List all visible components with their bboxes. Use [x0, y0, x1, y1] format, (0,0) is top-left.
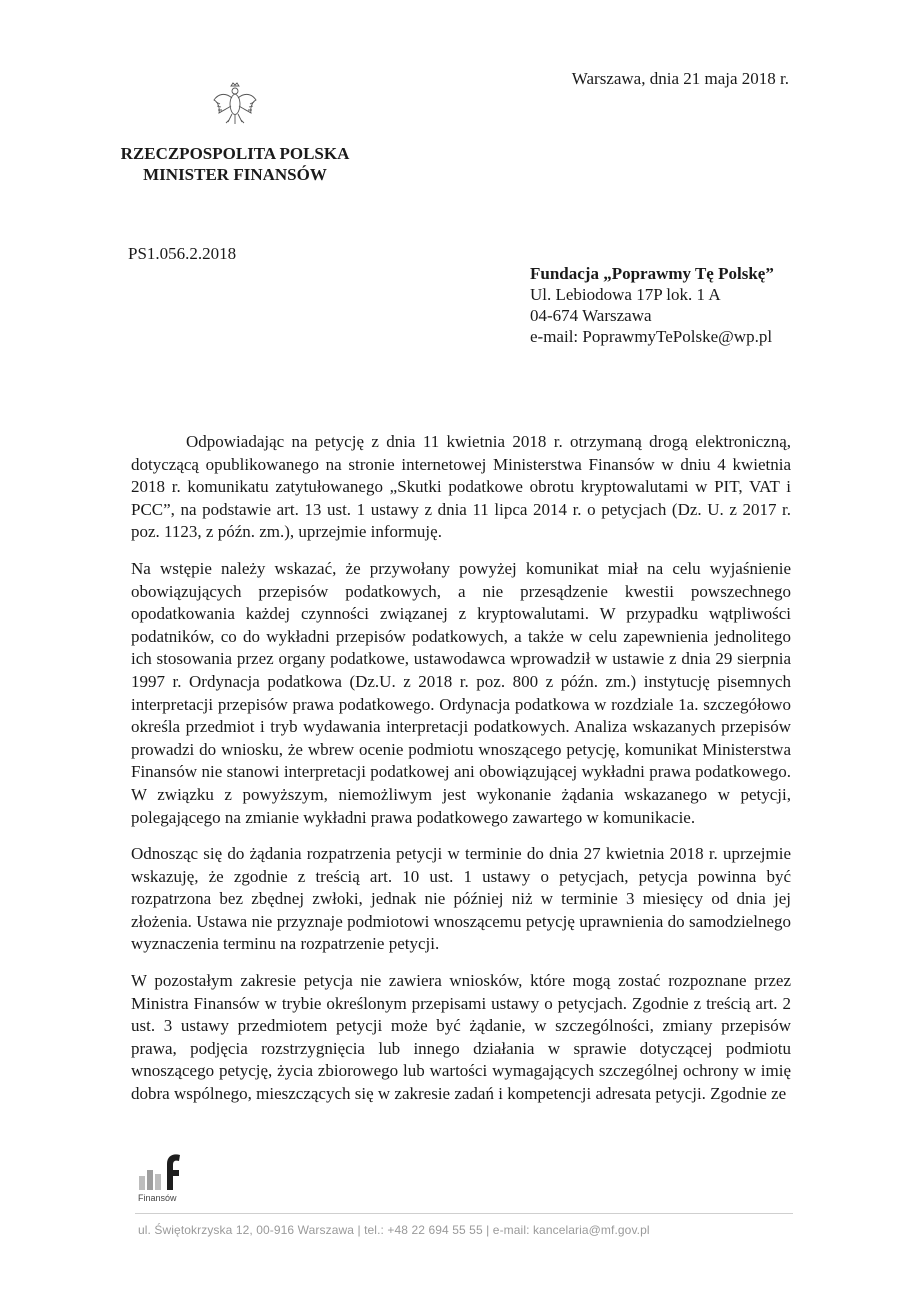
addressee-street: Ul. Lebiodowa 17P lok. 1 A — [530, 285, 721, 304]
addressee-name: Fundacja „Poprawmy Tę Polskę” — [530, 264, 774, 283]
addressee-city: 04-674 Warszawa — [530, 306, 652, 325]
letter-date: Warszawa, dnia 21 maja 2018 r. — [571, 69, 789, 88]
footer-divider — [135, 1213, 793, 1214]
addressee-email: e-mail: PoprawmyTePolske@wp.pl — [530, 327, 773, 346]
logo-caption: Finansów — [138, 1193, 177, 1203]
issuer-country: RZECZPOSPOLITA POLSKA — [120, 144, 350, 163]
addressee-block — [530, 263, 774, 347]
footer-contact: ul. Świętokrzyska 12, 00-916 Warszawa | tel.: +48 22 694 55 55 | e-mail: kancelaria@mf.gov.pl — [138, 1223, 650, 1237]
paragraph-4: W pozostałym zakresie petycja nie zawiera wniosków, które mogą zostać rozpoznane przez Ministra Finansów w trybie określonym przepisami ustawy o petycjach. Zgodnie z treścią art. 2 ust. 3 ustawy przedmiotem petycji może być żądanie, w szczególności, zmiany przepisów prawa, podjęcia rozstrzygnięcia lub innego działania w sprawie dotyczącej podmiotu wnoszącego petycję, życia zbiorowego lub wartości wymagających szczególnej ochrony w imię dobra wspólnego, mieszczących się w zakresie zadań i kompetencji adresata petycji. Zgodnie ze — [131, 971, 791, 1104]
issuer-block — [110, 143, 360, 185]
polish-eagle-emblem-icon — [210, 80, 260, 130]
paragraph-1: Odpowiadając na petycję z dnia 11 kwietnia 2018 r. otrzymaną drogą elektroniczną, dotyczącą opublikowanego na stronie internetowej Ministerstwa Finansów w dniu 4 kwietnia 2018 r. komunikatu zatytułowanego „Skutki podatkowe obrotu kryptowalutami w PIT, VAT i PCC”, na podstawie art. 13 ust. 1 ustawy z dnia 11 lipca 2014 r. o petycjach (Dz. U. z 2017 r. poz. 1123, z późn. zm.), uprzejmie informuję. — [131, 432, 791, 542]
letter-body — [131, 431, 791, 1120]
issuer-minister: MINISTER FINANSÓW — [143, 165, 327, 184]
reference-number: PS1.056.2.2018 — [128, 244, 237, 263]
paragraph-2: Na wstępie należy wskazać, że przywołany powyżej komunikat miał na celu wyjaśnienie obowiązujących przepisów podatkowych, a nie przesądzenie kwestii powszechnego opodatkowania każdej czynności związanej z kryptowalutami. W przypadku wątpliwości podatników, co do wykładni przepisów podatkowych, a także w celu zapewnienia jednolitego ich stosowania przez organy podatkowe, ustawodawca wprowadził w ustawie z dnia 29 sierpnia 1997 r. Ordynacja podatkowa (Dz.U. z 2018 r. poz. 800 z późn. zm.) instytucję pisemnych interpretacji przepisów prawa podatkowego. Ordynacja podatkowa w rozdziale 1a. szczegółowo określa przedmiot i tryb wydawania interpretacji podatkowych. Analiza wskazanych przepisów prowadzi do wniosku, że wbrew ocenie podmiotu wnoszącego petycję, komunikat Ministerstwa Finansów nie stanowi interpretacji podatkowej ani obowiązującej wykładni prawa podatkowego. W związku z powyższym, niemożliwym jest wykonanie żądania wskazanego w petycji, polegającego na zmianie wykładni prawa podatkowego zawartego w komunikacie. — [131, 558, 791, 827]
paragraph-3: Odnosząc się do żądania rozpatrzenia petycji w terminie do dnia 27 kwietnia 2018 r. uprzejmie wskazuję, że zgodnie z treścią art. 10 ust. 1 ustawy o petycjach, petycja powinna być rozpatrzona bez zbędnej zwłoki, jednak nie później niż w terminie 3 miesięcy od dnia jej złożenia. Ustawa nie przyznaje podmiotowi wnoszącemu petycję uprawnienia do samodzielnego wyznaczenia terminu na rozpatrzenie petycji. — [131, 844, 791, 954]
